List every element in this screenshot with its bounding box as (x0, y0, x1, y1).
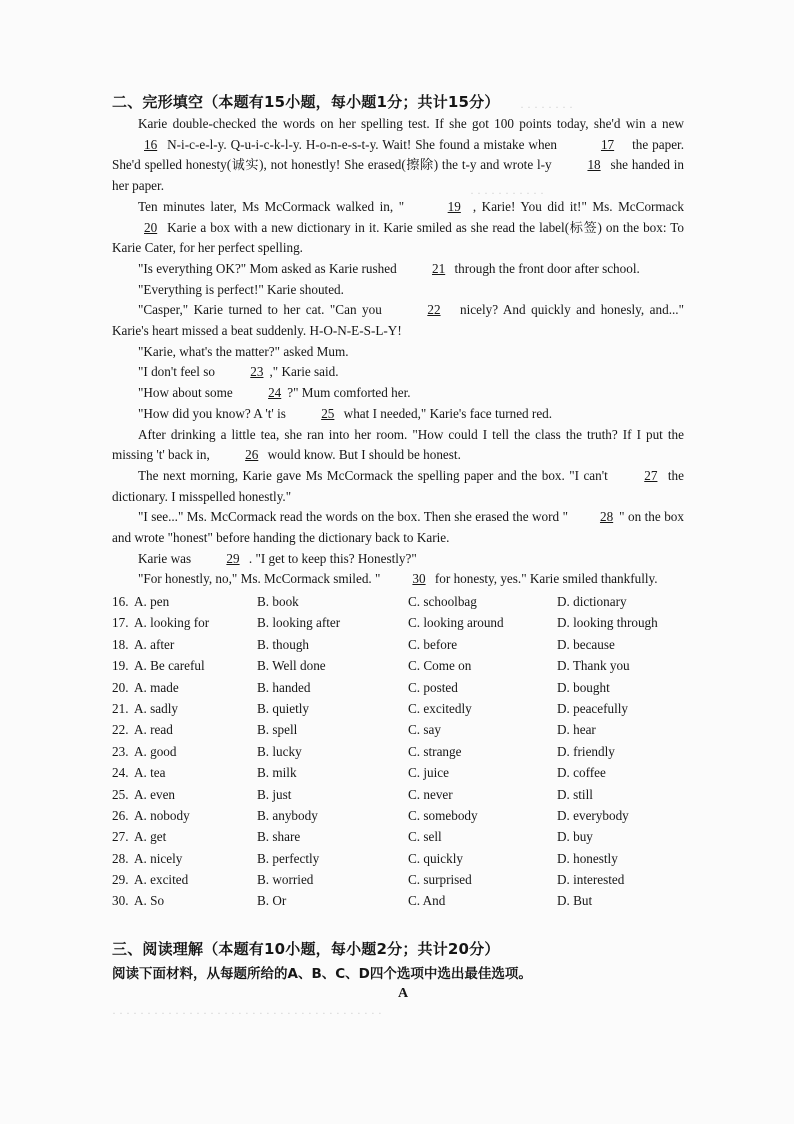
paragraph-11 (112, 466, 684, 507)
option-a: A. nobody (134, 807, 190, 823)
blank-29: 29 (226, 550, 240, 566)
paragraph-14 (112, 569, 684, 590)
text: "Is everything OK?" Mom asked as Karie rushed (138, 260, 400, 276)
option-c: C. say (408, 722, 441, 738)
section-2-title: 二、完形填空（本题有15小题，每小题1分；共计15分） (112, 93, 500, 111)
text: nicely? And quickly and honesly, and..." Karie's heart missed a beat suddenly. H-O-N-E-S-L-Y! (112, 302, 684, 339)
option-a: A. get (134, 829, 167, 845)
option-row-29 (112, 872, 692, 893)
option-b: B. just (257, 786, 292, 802)
option-b: B. handed (257, 679, 311, 695)
option-row-20 (112, 680, 692, 701)
option-d: D. buy (557, 829, 593, 845)
blank-26: 26 (245, 447, 259, 463)
option-a: A. tea (134, 765, 166, 781)
option-a: A. read (134, 722, 173, 738)
text: " on the box and wrote "honest" before handing the dictionary back to Karie. (112, 509, 684, 546)
option-a: A. made (134, 679, 179, 695)
text: ," Karie said. (269, 364, 339, 380)
question-number: 23. (112, 743, 129, 759)
option-row-23 (112, 744, 692, 765)
question-number: 19. (112, 658, 129, 674)
text: "How did you know? A 't' is (138, 405, 290, 421)
option-b: B. book (257, 594, 299, 609)
option-c: C. never (408, 786, 453, 802)
text: "Everything is perfect!" Karie shouted. (138, 281, 344, 297)
option-c: C. juice (408, 765, 450, 781)
option-b: B. lucky (257, 743, 302, 759)
option-b: B. Or (257, 893, 287, 909)
option-b: B. though (257, 636, 310, 652)
question-number: 24. (112, 765, 129, 781)
option-a: A. good (134, 743, 177, 759)
option-d: D. dictionary (557, 594, 627, 609)
cloze-passage (112, 114, 684, 590)
option-a: A. So (134, 893, 165, 909)
text: "Casper," Karie turned to her cat. "Can you (138, 302, 388, 318)
paragraph-12 (112, 507, 684, 548)
text: what I needed," Karie's face turned red. (340, 405, 553, 421)
question-number: 20. (112, 679, 129, 695)
section-3-instructions: 阅读下面材料，从每题所给的A、B、C、D四个选项中选出最佳选项。 (112, 966, 532, 982)
text: would know. But I should be honest. (264, 447, 461, 463)
option-a: A. nicely (134, 850, 183, 866)
option-b: B. looking after (257, 615, 341, 631)
blank-23: 23 (250, 364, 264, 380)
option-c: C. before (408, 636, 458, 652)
paragraph-13 (112, 549, 684, 570)
option-row-18 (112, 637, 692, 658)
bleed-through-text: · · · · · · · · (520, 100, 573, 114)
text: After drinking a little tea, she ran into her room. "How could I tell the class the truth? If I put the missing 't' back in, (112, 426, 684, 463)
blank-20: 20 (144, 219, 158, 235)
option-d: D. bought (557, 679, 610, 695)
option-d: D. hear (557, 722, 596, 738)
option-a: A. excited (134, 872, 189, 888)
text: Ten minutes later, Ms McCormack walked in, " (138, 198, 410, 214)
blank-17: 17 (600, 136, 615, 152)
option-d: D. everybody (557, 807, 629, 823)
question-number: 28. (112, 850, 129, 866)
text: . "I get to keep this? Honestly?" (245, 550, 417, 566)
option-d: D. But (557, 893, 593, 909)
question-number: 30. (112, 893, 129, 909)
text: she handed in her paper. (112, 157, 684, 194)
question-number: 16. (112, 594, 129, 609)
blank-18: 18 (587, 157, 601, 173)
passage-marker: A (398, 986, 409, 1001)
blank-19: 19 (447, 198, 461, 214)
option-b: B. Well done (257, 658, 326, 674)
text: "Karie, what's the matter?" asked Mum. (138, 343, 349, 359)
blank-28: 28 (599, 509, 614, 525)
option-c: C. posted (408, 679, 458, 695)
text: N-i-c-e-l-y. Q-u-i-c-k-l-y. H-o-n-e-s-t-y. Wait! She found a mistake when (163, 136, 561, 152)
option-c: C. strange (408, 743, 462, 759)
paragraph-1 (112, 114, 684, 197)
option-c: C. somebody (408, 807, 478, 823)
option-c: C. quickly (408, 850, 463, 866)
option-c: C. excitedly (408, 700, 472, 716)
option-row-28 (112, 851, 692, 872)
option-b: B. milk (257, 765, 297, 781)
option-row-19 (112, 658, 692, 679)
question-number: 25. (112, 786, 129, 802)
text: "I don't feel so (138, 364, 219, 380)
paragraph-6 (112, 342, 684, 363)
text: through the front door after school. (451, 260, 640, 276)
blank-24: 24 (268, 385, 282, 401)
option-row-22 (112, 722, 692, 743)
option-b: B. worried (257, 872, 314, 888)
question-number: 17. (112, 615, 129, 631)
paragraph-3 (112, 259, 684, 280)
text: , Karie! You did it!" Ms. McCormack (472, 198, 684, 214)
option-row-30 (112, 893, 692, 914)
paragraph-5 (112, 300, 684, 341)
option-row-27 (112, 829, 692, 850)
option-row-17 (112, 615, 692, 636)
blank-27: 27 (644, 467, 658, 483)
text: The next morning, Karie gave Ms McCormack the spelling paper and the box. "I can't (138, 467, 613, 483)
option-b: B. spell (257, 722, 298, 738)
option-a: A. looking for (134, 615, 210, 631)
paragraph-8 (112, 383, 684, 404)
option-b: B. anybody (257, 807, 318, 823)
text: ?" Mum comforted her. (287, 385, 411, 401)
option-row-25 (112, 787, 692, 808)
option-c: C. looking around (408, 615, 504, 631)
option-c: C. sell (408, 829, 442, 845)
text: for honesty, yes." Karie smiled thankfully. (431, 571, 658, 587)
option-row-26 (112, 808, 692, 829)
bleed-through-text: · · · · · · · · · · · · · · · · · · · · · · · · · · · · · · · · · · · · · · · (112, 1006, 382, 1020)
blank-30: 30 (412, 571, 426, 587)
option-row-21 (112, 701, 692, 722)
text: Karie a box with a new dictionary in it. Karie smiled as she read the label(标签) on the box: To Karie Cater, for her perfect spelling. (112, 219, 684, 256)
blank-22: 22 (427, 302, 441, 318)
question-number: 18. (112, 636, 129, 652)
blank-25: 25 (321, 405, 335, 421)
text: the paper. She'd spelled honesty(诚实), not honestly! She erased(擦除) the t-y and wrote l-y (112, 136, 685, 173)
question-number: 22. (112, 722, 129, 738)
option-b: B. quietly (257, 700, 310, 716)
blank-21: 21 (432, 260, 446, 276)
paragraph-4 (112, 280, 684, 301)
question-number: 29. (112, 872, 129, 888)
option-a: A. Be careful (134, 658, 205, 674)
option-row-16 (112, 594, 692, 615)
option-a: A. sadly (134, 700, 178, 716)
text: Karie was (138, 550, 195, 566)
bleed-through-text: · · · · · · · · · · · (470, 186, 544, 200)
option-d: D. coffee (557, 765, 606, 781)
option-a: A. pen (134, 594, 170, 609)
options-list (112, 594, 692, 915)
option-c: C. schoolbag (408, 594, 477, 609)
option-b: B. share (257, 829, 301, 845)
paragraph-2 (112, 197, 684, 259)
option-a: A. after (134, 636, 175, 652)
question-number: 27. (112, 829, 129, 845)
text: Karie double-checked the words on her spelling test. If she got 100 points today, she'd win a new (138, 116, 684, 131)
option-d: D. friendly (557, 743, 615, 759)
option-row-24 (112, 765, 692, 786)
text: "I see..." Ms. McCormack read the words on the box. Then she erased the word " (138, 509, 568, 525)
option-d: D. honestly (557, 850, 618, 866)
paragraph-7 (112, 362, 684, 383)
option-c: C. surprised (408, 872, 472, 888)
option-d: D. still (557, 786, 593, 802)
option-c: C. Come on (408, 658, 472, 674)
option-d: D. Thank you (557, 658, 630, 674)
text: "For honestly, no," Ms. McCormack smiled. " (138, 571, 381, 587)
option-d: D. looking through (557, 615, 658, 631)
question-number: 26. (112, 807, 129, 823)
text: the dictionary. I misspelled honestly." (112, 467, 684, 504)
option-c: C. And (408, 893, 446, 909)
blank-16: 16 (144, 136, 158, 152)
section-3-title: 三、阅读理解（本题有10小题，每小题2分；共计20分） (112, 940, 500, 958)
option-d: D. because (557, 636, 615, 652)
option-a: A. even (134, 786, 176, 802)
option-d: D. interested (557, 872, 625, 888)
question-number: 21. (112, 700, 129, 716)
option-b: B. perfectly (257, 850, 320, 866)
paragraph-9 (112, 404, 684, 425)
text: "How about some (138, 385, 237, 401)
option-d: D. peacefully (557, 700, 629, 716)
paragraph-10 (112, 425, 684, 466)
